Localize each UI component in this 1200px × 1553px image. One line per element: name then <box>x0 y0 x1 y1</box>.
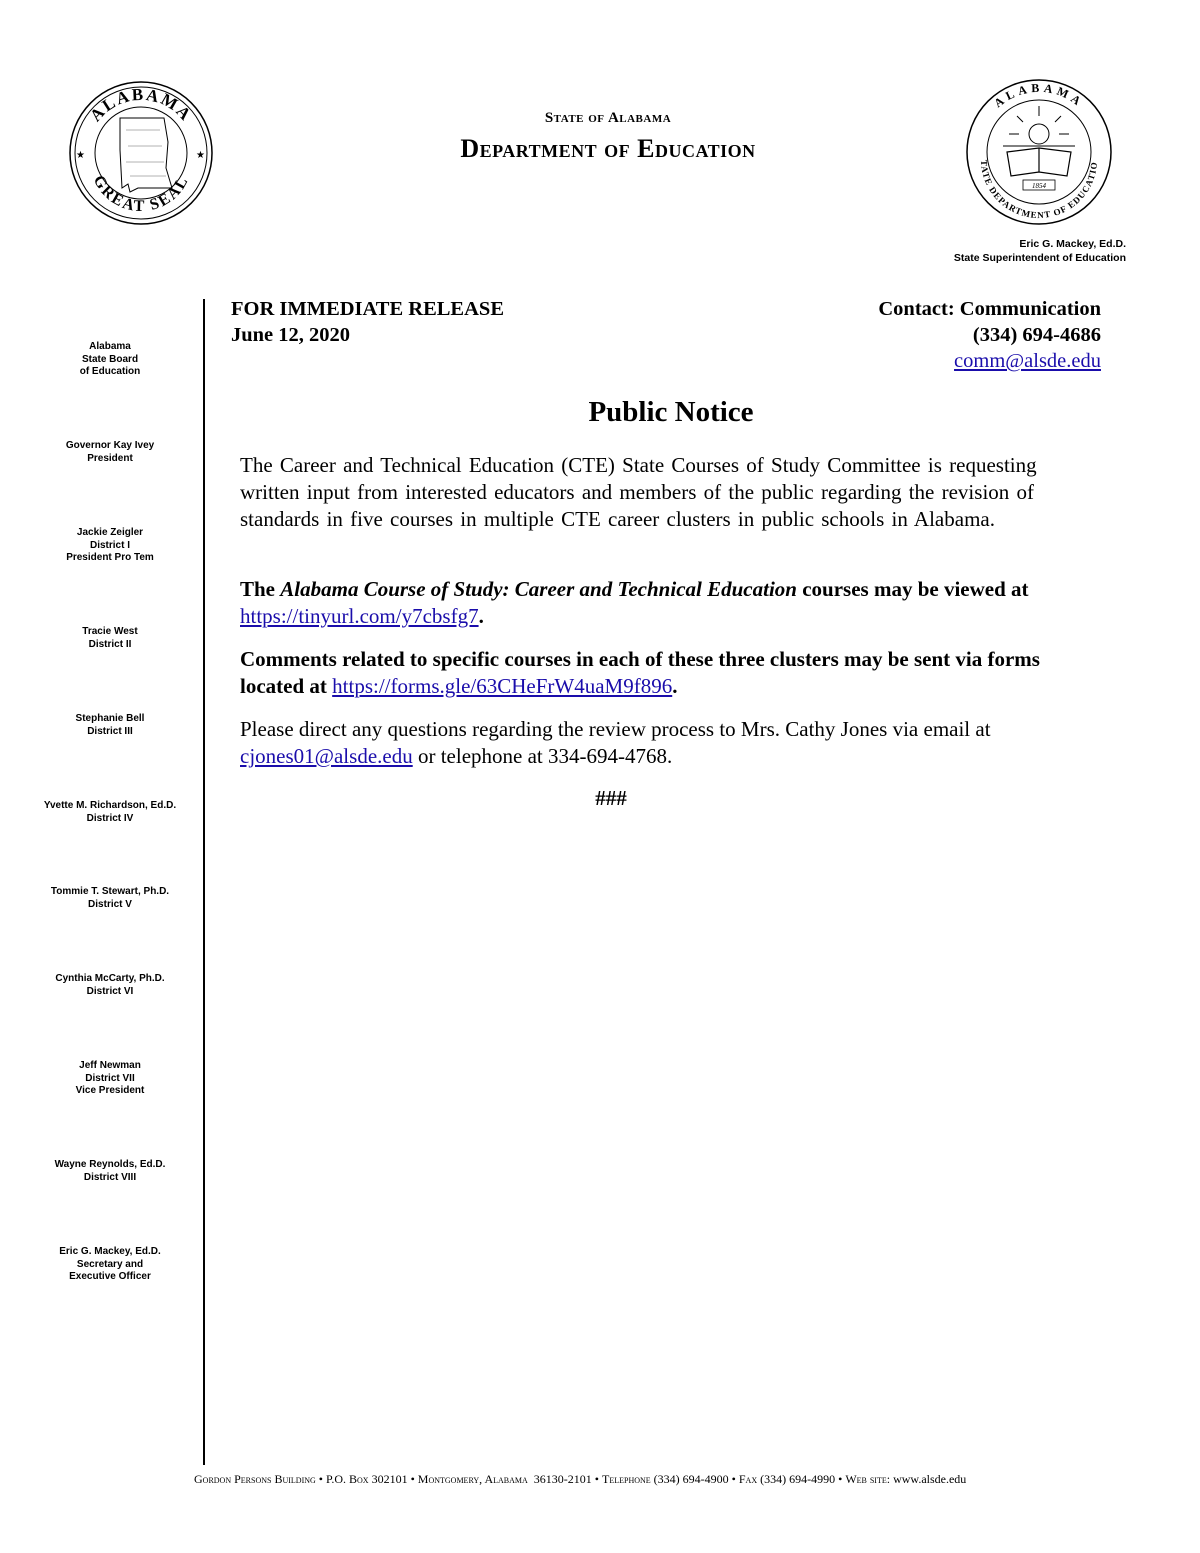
page-title: Public Notice <box>588 396 754 428</box>
p2-text-b: courses may be viewed at <box>796 577 1029 601</box>
p3-text-a: Comments related to specific courses in each of these three clusters may be sent via forms located at <box>240 647 1040 698</box>
contact-email-link[interactable]: comm@alsde.edu <box>954 350 1101 372</box>
footer-building: Gordon Persons Building <box>194 1472 316 1486</box>
seal-left-bottom-text: GREAT SEAL <box>89 172 193 216</box>
board-member: Jackie Zeigler District I President Pro Tem <box>66 527 154 563</box>
footer-fax: (334) 694-4990 <box>760 1472 836 1486</box>
p4-text-a: Please direct any questions regarding the review process to Mrs. Cathy Jones via email at <box>240 717 991 741</box>
release-date: June 12, 2020 <box>231 324 351 346</box>
seal-right-bottom-text: TATE DEPARTMENT OF EDUCATIO <box>978 159 1100 221</box>
seal-left-top-text: ALABAMA <box>86 84 196 126</box>
release-block <box>231 296 504 348</box>
body-paragraph-4 <box>240 716 1040 770</box>
p2-end: . <box>478 604 484 628</box>
contact-phone: (334) 694-4686 <box>972 324 1101 346</box>
footer-fax-label: Fax <box>738 1472 758 1486</box>
footer-tel: (334) 694-4900 <box>653 1472 729 1486</box>
board-member: Jeff Newman District VII Vice President <box>75 1060 145 1096</box>
board-heading: Alabama State Board of Education <box>79 341 141 377</box>
svg-text:ALABAMA <box>991 81 1087 110</box>
board-member: Eric G. Mackey, Ed.D. Secretary and Executive Officer <box>59 1246 161 1282</box>
body-paragraph-2 <box>240 576 1040 630</box>
header-state-line: State of Alabama <box>544 110 672 126</box>
board-member: Wayne Reynolds, Ed.D. District VIII <box>54 1159 166 1183</box>
department-of-education-seal-logo <box>963 76 1115 228</box>
board-member: Governor Kay Ivey President <box>65 440 155 464</box>
board-member: Stephanie Bell District III <box>75 713 145 737</box>
board-member: Yvette M. Richardson, Ed.D. District IV <box>43 800 177 824</box>
footer-address: Gordon Persons Building • P.O. Box 302101 • Montgomery, Alabama 36130-2101 • Telephone (334) 694-4900 • Fax (334) 694-4990 • Web site: www.alsde.edu <box>194 1472 967 1486</box>
footer-web: www.alsde.edu <box>893 1472 967 1486</box>
cathy-jones-email-link[interactable]: cjones01@alsde.edu <box>240 744 413 768</box>
header-department: Department of Education <box>460 134 756 163</box>
p2-italic-title: Alabama Course of Study: Career and Technical Education <box>280 577 797 601</box>
board-member: Tracie West District II <box>82 626 138 650</box>
contact-block <box>878 296 1101 374</box>
course-of-study-link[interactable]: https://tinyurl.com/y7cbsfg7 <box>240 604 479 628</box>
release-label: FOR IMMEDIATE RELEASE <box>231 298 504 320</box>
footer-city: Montgomery, Alabama <box>417 1472 528 1486</box>
footer-zip: 36130-2101 <box>533 1472 592 1486</box>
board-member: Tommie T. Stewart, Ph.D. District V <box>50 886 170 910</box>
seal-right-year: 1854 <box>1032 182 1046 190</box>
svg-text:★: ★ <box>196 150 205 161</box>
p2-text-a: The <box>240 577 281 601</box>
footer-web-label: Web site: <box>845 1472 891 1486</box>
body-paragraph-3 <box>240 646 1040 700</box>
superintendent-name: Eric G. Mackey, Ed.D. <box>1019 238 1126 250</box>
footer-box: P.O. Box 302101 <box>326 1472 408 1486</box>
contact-label: Contact: Communication <box>878 298 1101 320</box>
superintendent-title: State Superintendent of Education <box>953 252 1126 264</box>
end-mark: ### <box>595 786 627 810</box>
footer-tel-label: Telephone <box>602 1472 651 1486</box>
p3-end: . <box>672 674 678 698</box>
p4-text-b: or telephone at 334-694-4768. <box>412 744 673 768</box>
body-paragraph-1: The Career and Technical Education (CTE) State Courses of Study Committee is requesting written input from interested educators and members of the public regarding the revision of standards in five courses in multiple CTE career clusters in public schools in Alabama. <box>240 453 1037 531</box>
sidebar-divider <box>203 299 205 1465</box>
board-member: Cynthia McCarty, Ph.D. District VI <box>55 973 165 997</box>
svg-text:★: ★ <box>76 150 85 161</box>
superintendent-block <box>954 237 1126 265</box>
seal-right-top-text: ALABAMA <box>991 80 1087 111</box>
comment-form-link[interactable]: https://forms.gle/63CHeFrW4uaM9f896 <box>332 674 673 698</box>
